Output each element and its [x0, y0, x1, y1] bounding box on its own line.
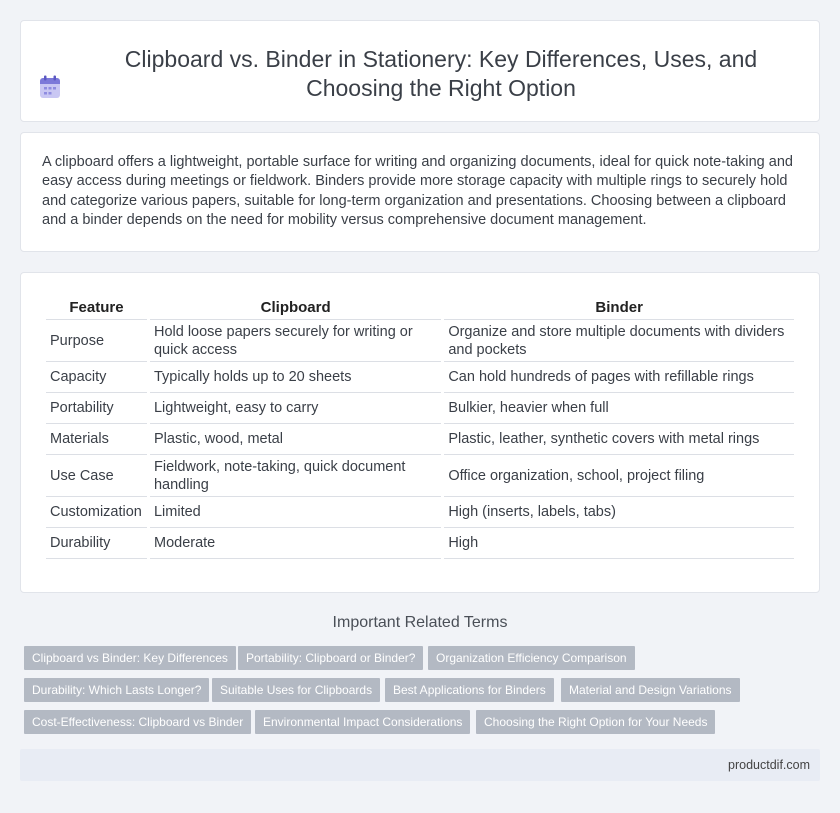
table-row	[46, 455, 794, 497]
binder-cell: Office organization, school, project filing	[444, 455, 794, 497]
page-title: Clipboard vs. Binder in Stationery: Key Differences, Uses, and Choosing the Right Option	[124, 46, 758, 101]
intro-card	[20, 132, 820, 252]
header-card	[20, 20, 820, 122]
binder-cell: Bulkier, heavier when full	[444, 393, 794, 424]
binder-cell: Organize and store multiple documents with dividers and pockets	[444, 320, 794, 362]
header-feature: Feature	[46, 297, 147, 320]
clipboard-cell: Moderate	[150, 528, 441, 559]
comparison-table-card	[20, 272, 820, 593]
related-tag[interactable]: Durability: Which Lasts Longer?	[24, 678, 209, 702]
table-header-row	[46, 297, 794, 320]
clipboard-cell: Fieldwork, note-taking, quick document handling	[150, 455, 441, 497]
header-clipboard: Clipboard	[150, 297, 441, 320]
related-tag[interactable]: Choosing the Right Option for Your Needs	[476, 710, 715, 734]
related-tag[interactable]: Suitable Uses for Clipboards	[212, 678, 380, 702]
binder-cell: Plastic, leather, synthetic covers with metal rings	[444, 424, 794, 455]
related-tag[interactable]: Cost-Effectiveness: Clipboard vs Binder	[24, 710, 251, 734]
clipboard-cell: Typically holds up to 20 sheets	[150, 362, 441, 393]
related-tag[interactable]: Portability: Clipboard or Binder?	[238, 646, 423, 670]
feature-cell: Customization	[46, 497, 147, 528]
calendar-icon	[39, 75, 61, 99]
clipboard-cell: Lightweight, easy to carry	[150, 393, 441, 424]
related-terms-title: Important Related Terms	[332, 614, 508, 631]
table-row	[46, 393, 794, 424]
feature-cell: Use Case	[46, 455, 147, 497]
related-tag[interactable]: Material and Design Variations	[561, 678, 740, 702]
related-tag[interactable]: Environmental Impact Considerations	[255, 710, 470, 734]
footer	[20, 749, 820, 781]
footer-site-link[interactable]: productdif.com	[728, 758, 810, 772]
table-row	[46, 320, 794, 362]
table-row	[46, 528, 794, 559]
feature-cell: Purpose	[46, 320, 147, 362]
clipboard-cell: Limited	[150, 497, 441, 528]
feature-cell: Portability	[46, 393, 147, 424]
binder-cell: High (inserts, labels, tabs)	[444, 497, 794, 528]
intro-paragraph: A clipboard offers a lightweight, portable surface for writing and organizing documents, ideal for quick note-taking and easy access during meetings or fieldwork. Binders provide more storage capacity with multiple rings to securely hold and categorize various papers, suitable for long-term organization and presentations. Choosing between a clipboard and a binder depends on the need for mobility versus comprehensive document management.	[42, 154, 793, 228]
clipboard-cell: Plastic, wood, metal	[150, 424, 441, 455]
header-binder: Binder	[444, 297, 794, 320]
feature-cell: Materials	[46, 424, 147, 455]
comparison-table	[43, 297, 797, 559]
feature-cell: Capacity	[46, 362, 147, 393]
related-tag[interactable]: Clipboard vs Binder: Key Differences	[24, 646, 236, 670]
binder-cell: High	[444, 528, 794, 559]
related-tag[interactable]: Best Applications for Binders	[385, 678, 554, 702]
table-row	[46, 362, 794, 393]
binder-cell: Can hold hundreds of pages with refillable rings	[444, 362, 794, 393]
feature-cell: Durability	[46, 528, 147, 559]
related-tag[interactable]: Organization Efficiency Comparison	[428, 646, 635, 670]
table-row	[46, 497, 794, 528]
table-row	[46, 424, 794, 455]
clipboard-cell: Hold loose papers securely for writing or quick access	[150, 320, 441, 362]
